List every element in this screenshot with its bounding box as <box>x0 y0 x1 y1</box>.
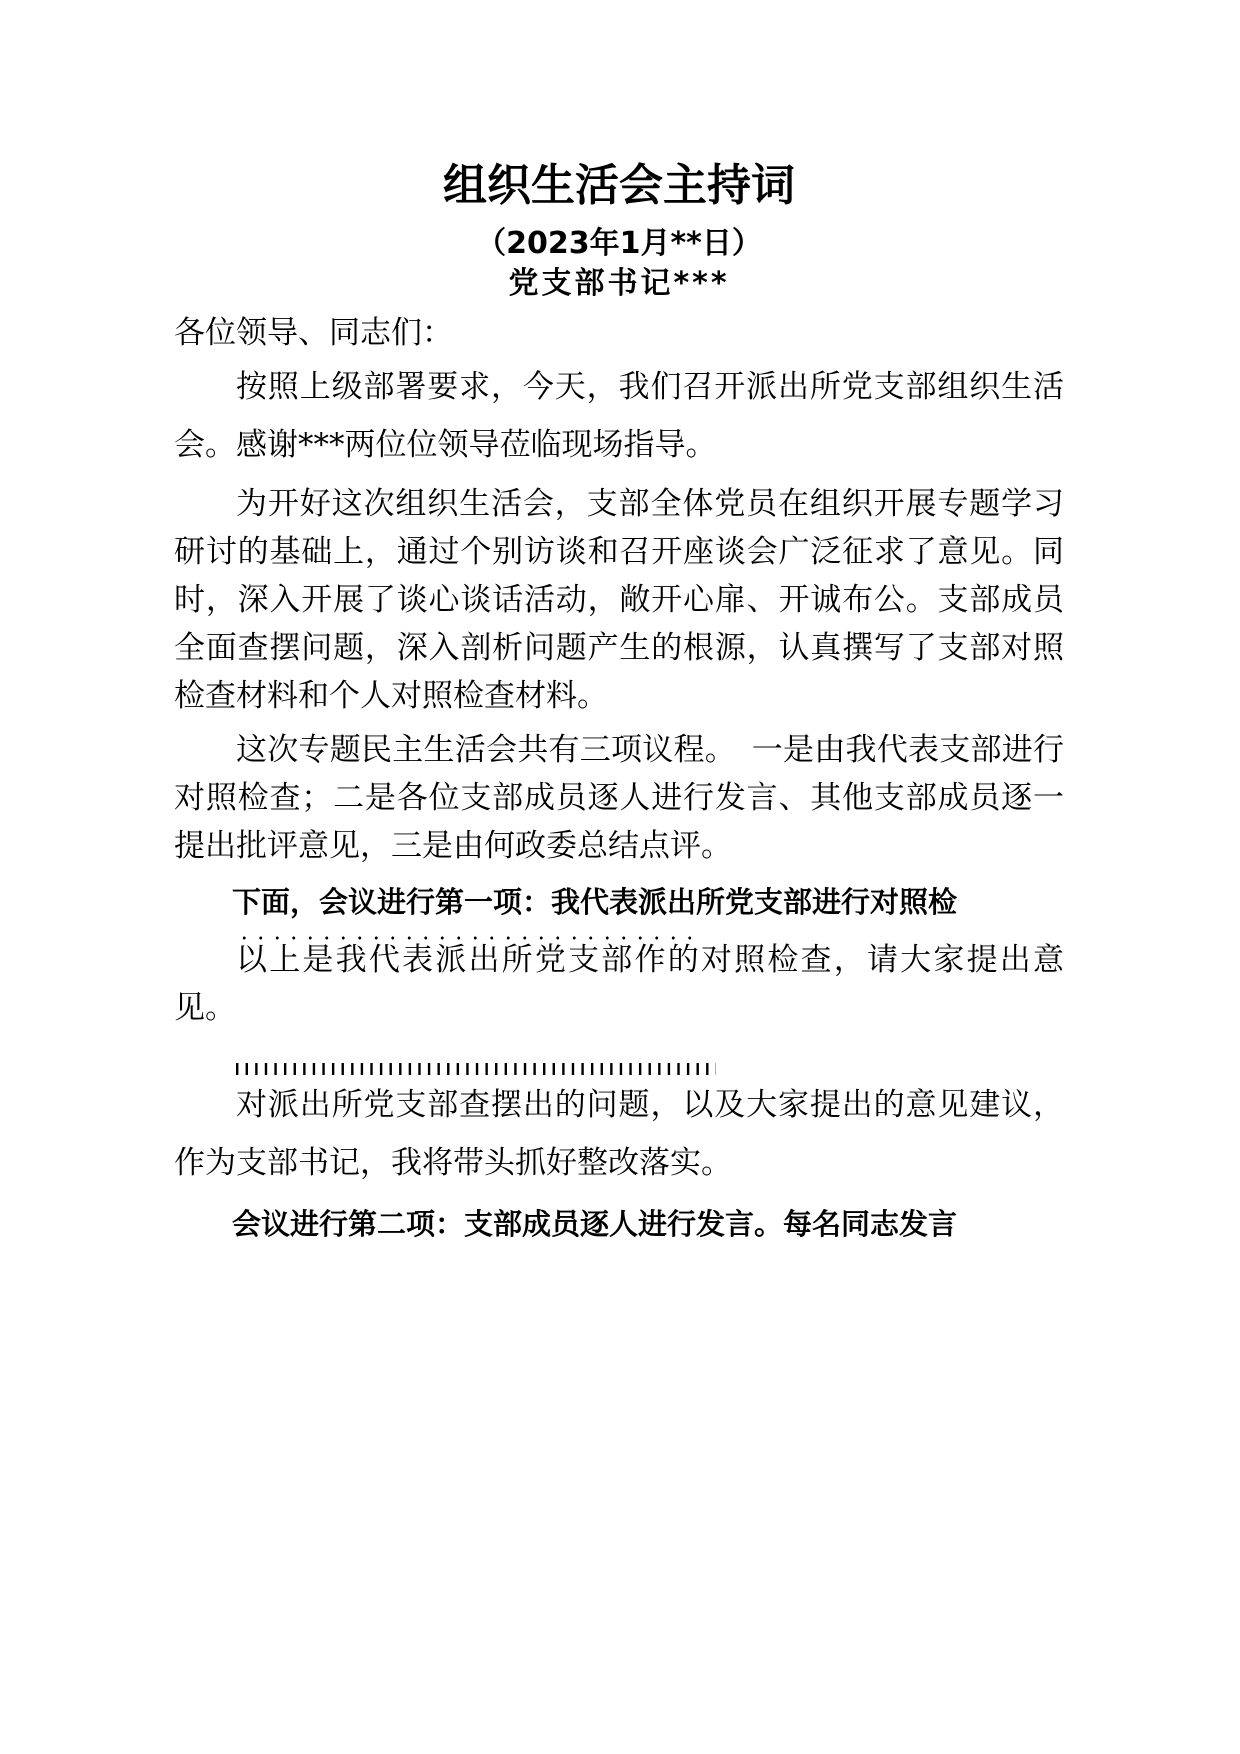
document-title: 组织生活会主持词 <box>443 160 795 211</box>
paragraph-preparation: 为开好这次组织生活会，支部全体党员在组织开展专题学习研讨的基础上，通过个别访谈和召开座谈会广泛征求了意见。同时，深入开展了谈心谈话活动，敞开心扉、开诚布公。支部成员全面查摆问题，深入剖析问题产生的根源，认真撰写了支部对照检查材料和个人对照检查材料。 <box>174 486 1064 714</box>
author-line: 党支部书记*** <box>508 266 730 301</box>
omission-ticks <box>236 1062 716 1076</box>
agenda-item-two-heading: 会议进行第二项：支部成员逐人进行发言。每名同志发言 <box>232 1207 958 1241</box>
agenda-item-one-heading: 下面，会议进行第一项：我代表派出所党支部进行对照检 <box>232 885 958 919</box>
paragraph-rectification: 对派出所党支部查摆出的问题，以及大家提出的意见建议，作为支部书记，我将带头抓好整改落实。 <box>174 1087 1064 1181</box>
paragraph-agenda: 这次专题民主生活会共有三项议程。 一是由我代表支部进行对照检查；二是各位支部成员逐人进行发言、其他支部成员逐一提出批评意见，三是由何政委总结点评。 <box>174 732 1064 864</box>
salutation: 各位领导、同志们： <box>174 315 453 351</box>
paragraph-opening: 按照上级部署要求，今天，我们召开派出所党支部组织生活会。感谢***两位位领导莅临现场指导。 <box>174 369 1064 463</box>
date-line: （2023年1月**日） <box>476 226 762 261</box>
paragraph-after-self-check: 以上是我代表派出所党支部作的对照检查，请大家提出意见。 <box>174 942 1064 1026</box>
document-body <box>174 158 1064 1254</box>
